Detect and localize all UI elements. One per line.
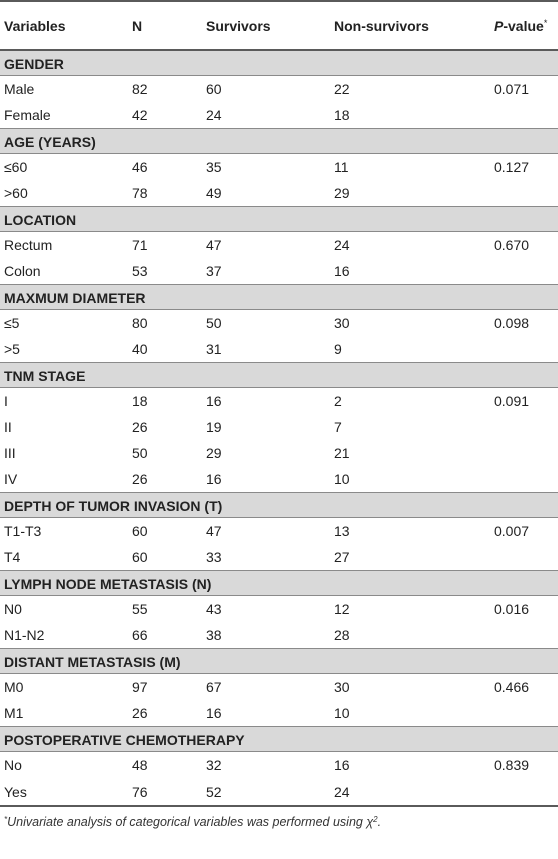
cell-non-survivors: 30 (334, 315, 350, 331)
cell-variable: Male (4, 81, 35, 97)
table-row (0, 232, 558, 259)
cell-variable: Yes (0, 778, 128, 806)
table-row (0, 154, 558, 181)
cell-survivors: 47 (206, 523, 222, 539)
table-row (0, 310, 558, 337)
cell-n: 26 (132, 419, 148, 435)
cell-survivors: 38 (206, 627, 222, 643)
cell-variable: Female (4, 107, 51, 123)
cell-variable: T4 (4, 549, 21, 565)
cell-survivors: 49 (206, 185, 222, 201)
group-title: GENDER (0, 50, 558, 76)
cell-survivors: 16 (206, 393, 222, 409)
footnote-end: . (377, 815, 382, 829)
header-p-letter: P (494, 17, 504, 34)
cell-p-value (490, 258, 558, 285)
cell-n: 50 (132, 445, 148, 461)
cell-non-survivors: 22 (334, 81, 350, 97)
header-p-value (490, 1, 558, 50)
cell-p-value (490, 778, 558, 806)
cell-variable: M1 (4, 705, 24, 721)
cell-variable: >5 (4, 341, 20, 357)
cell-variable: ≤60 (4, 159, 28, 175)
cell-non-survivors: 16 (334, 263, 350, 279)
cell-n: 60 (132, 523, 148, 539)
cell-n: 82 (132, 81, 148, 97)
cell-p-value: 0.466 (494, 679, 530, 695)
cell-p-value: 0.071 (494, 81, 530, 97)
cell-variable: IV (4, 471, 18, 487)
table-row (0, 700, 558, 727)
table-row (0, 752, 558, 779)
cell-survivors: 33 (206, 549, 222, 565)
group-title: LYMPH NODE METASTASIS (N) (0, 571, 558, 596)
cell-variable: N0 (4, 601, 22, 617)
cell-n: 48 (132, 757, 148, 773)
group-header-row (0, 571, 558, 596)
cell-non-survivors: 11 (334, 159, 349, 175)
cell-survivors: 31 (206, 341, 222, 357)
table-header (0, 1, 558, 50)
table-row (0, 336, 558, 363)
cell-non-survivors: 21 (334, 445, 350, 461)
cell-p-value (490, 622, 558, 649)
cell-survivors: 24 (206, 107, 222, 123)
cell-variable: Rectum (4, 237, 53, 253)
table-row (0, 76, 558, 103)
cell-n: 78 (132, 185, 148, 201)
group-header-row (0, 50, 558, 76)
cell-non-survivors: 10 (334, 471, 350, 487)
table-row (0, 258, 558, 285)
group-title: MAXMUM DIAMETER (0, 285, 558, 310)
table-row (0, 622, 558, 649)
cell-n: 42 (132, 107, 148, 123)
cell-n: 26 (132, 705, 148, 721)
cell-p-value: 0.127 (494, 159, 530, 175)
cell-variable: III (4, 445, 16, 461)
cell-survivors: 60 (206, 81, 222, 97)
group-header-row (0, 207, 558, 232)
group-title: POSTOPERATIVE CHEMOTHERAPY (0, 727, 558, 752)
cell-variable: N1-N2 (4, 627, 45, 643)
table-row (0, 440, 558, 466)
cell-survivors: 47 (206, 237, 222, 253)
table-row (0, 466, 558, 493)
cell-non-survivors: 7 (334, 419, 342, 435)
table-row (0, 674, 558, 701)
cell-p-value: 0.839 (494, 757, 530, 773)
cell-p-value (490, 102, 558, 129)
cell-non-survivors: 24 (330, 778, 490, 806)
cell-survivors: 37 (206, 263, 222, 279)
cell-n: 80 (132, 315, 148, 331)
cell-p-value (490, 336, 558, 363)
cell-survivors: 67 (206, 679, 222, 695)
group-header-row (0, 727, 558, 752)
footnote-sup: 2 (373, 815, 378, 824)
table-row (0, 388, 558, 415)
group-title: LOCATION (0, 207, 558, 232)
cell-n: 71 (132, 237, 148, 253)
cell-survivors: 32 (206, 757, 222, 773)
footnote-mark: * (4, 815, 8, 824)
cell-non-survivors: 28 (334, 627, 350, 643)
cell-n: 46 (132, 159, 148, 175)
cell-non-survivors: 9 (334, 341, 342, 357)
cell-n: 97 (132, 679, 148, 695)
cell-non-survivors: 18 (334, 107, 350, 123)
group-header-row (0, 363, 558, 388)
header-variables: Variables (0, 1, 128, 50)
cell-non-survivors: 29 (334, 185, 350, 201)
cell-survivors: 43 (206, 601, 222, 617)
cell-survivors: 50 (206, 315, 222, 331)
cell-survivors: 52 (202, 778, 330, 806)
cell-variable: Colon (4, 263, 41, 279)
cell-variable: M0 (4, 679, 24, 695)
header-p-suffix: -value (503, 17, 544, 34)
table-row (0, 544, 558, 571)
cell-n: 26 (132, 471, 148, 487)
group-title: DISTANT METASTASIS (M) (0, 649, 558, 674)
cell-n: 53 (132, 263, 148, 279)
table-body (0, 50, 558, 806)
cell-non-survivors: 27 (334, 549, 350, 565)
cell-variable: No (4, 757, 22, 773)
cell-n: 18 (132, 393, 148, 409)
cell-non-survivors: 2 (334, 393, 342, 409)
cell-survivors: 16 (206, 471, 222, 487)
group-title: AGE (YEARS) (0, 129, 558, 154)
cell-p-value (490, 440, 558, 466)
header-survivors: Survivors (202, 1, 330, 50)
header-p-mark: * (543, 17, 548, 28)
cell-variable: II (4, 419, 12, 435)
table-row (0, 518, 558, 545)
cell-survivors: 16 (206, 705, 222, 721)
cell-survivors: 35 (206, 159, 222, 175)
cell-p-value: 0.016 (494, 601, 530, 617)
header-n: N (128, 1, 202, 50)
group-header-row (0, 649, 558, 674)
table-row (0, 596, 558, 623)
cell-p-value (490, 414, 558, 440)
cell-non-survivors: 16 (334, 757, 350, 773)
cell-non-survivors: 13 (334, 523, 350, 539)
footnote-text: Univariate analysis of categorical variables was performed using χ (7, 815, 374, 829)
cell-n: 40 (132, 341, 148, 357)
cell-p-value (490, 544, 558, 571)
cell-variable: T1-T3 (4, 523, 42, 539)
footnote (0, 807, 558, 829)
cell-n: 60 (132, 549, 148, 565)
group-header-row (0, 285, 558, 310)
header-non-survivors: Non-survivors (330, 1, 490, 50)
table-row (0, 180, 558, 207)
cell-p-value (490, 466, 558, 493)
group-header-row (0, 493, 558, 518)
table-row (0, 102, 558, 129)
cell-non-survivors: 12 (334, 601, 350, 617)
cell-survivors: 29 (206, 445, 222, 461)
cell-p-value: 0.098 (494, 315, 530, 331)
group-title: DEPTH OF TUMOR INVASION (T) (0, 493, 558, 518)
cell-variable: >60 (4, 185, 28, 201)
cell-n: 55 (132, 601, 148, 617)
table-row (0, 414, 558, 440)
cell-variable: I (4, 393, 8, 409)
cell-p-value: 0.091 (494, 393, 530, 409)
table-row (0, 778, 558, 806)
group-header-row (0, 129, 558, 154)
group-title: TNM STAGE (0, 363, 558, 388)
cell-n: 76 (128, 778, 202, 806)
cell-non-survivors: 10 (334, 705, 350, 721)
cell-survivors: 19 (206, 419, 222, 435)
cell-p-value (490, 700, 558, 727)
cell-p-value (490, 180, 558, 207)
cell-non-survivors: 24 (334, 237, 350, 253)
cell-non-survivors: 30 (334, 679, 350, 695)
cell-n: 66 (132, 627, 148, 643)
cell-p-value: 0.007 (494, 523, 530, 539)
cell-p-value: 0.670 (494, 237, 530, 253)
cell-variable: ≤5 (4, 315, 20, 331)
